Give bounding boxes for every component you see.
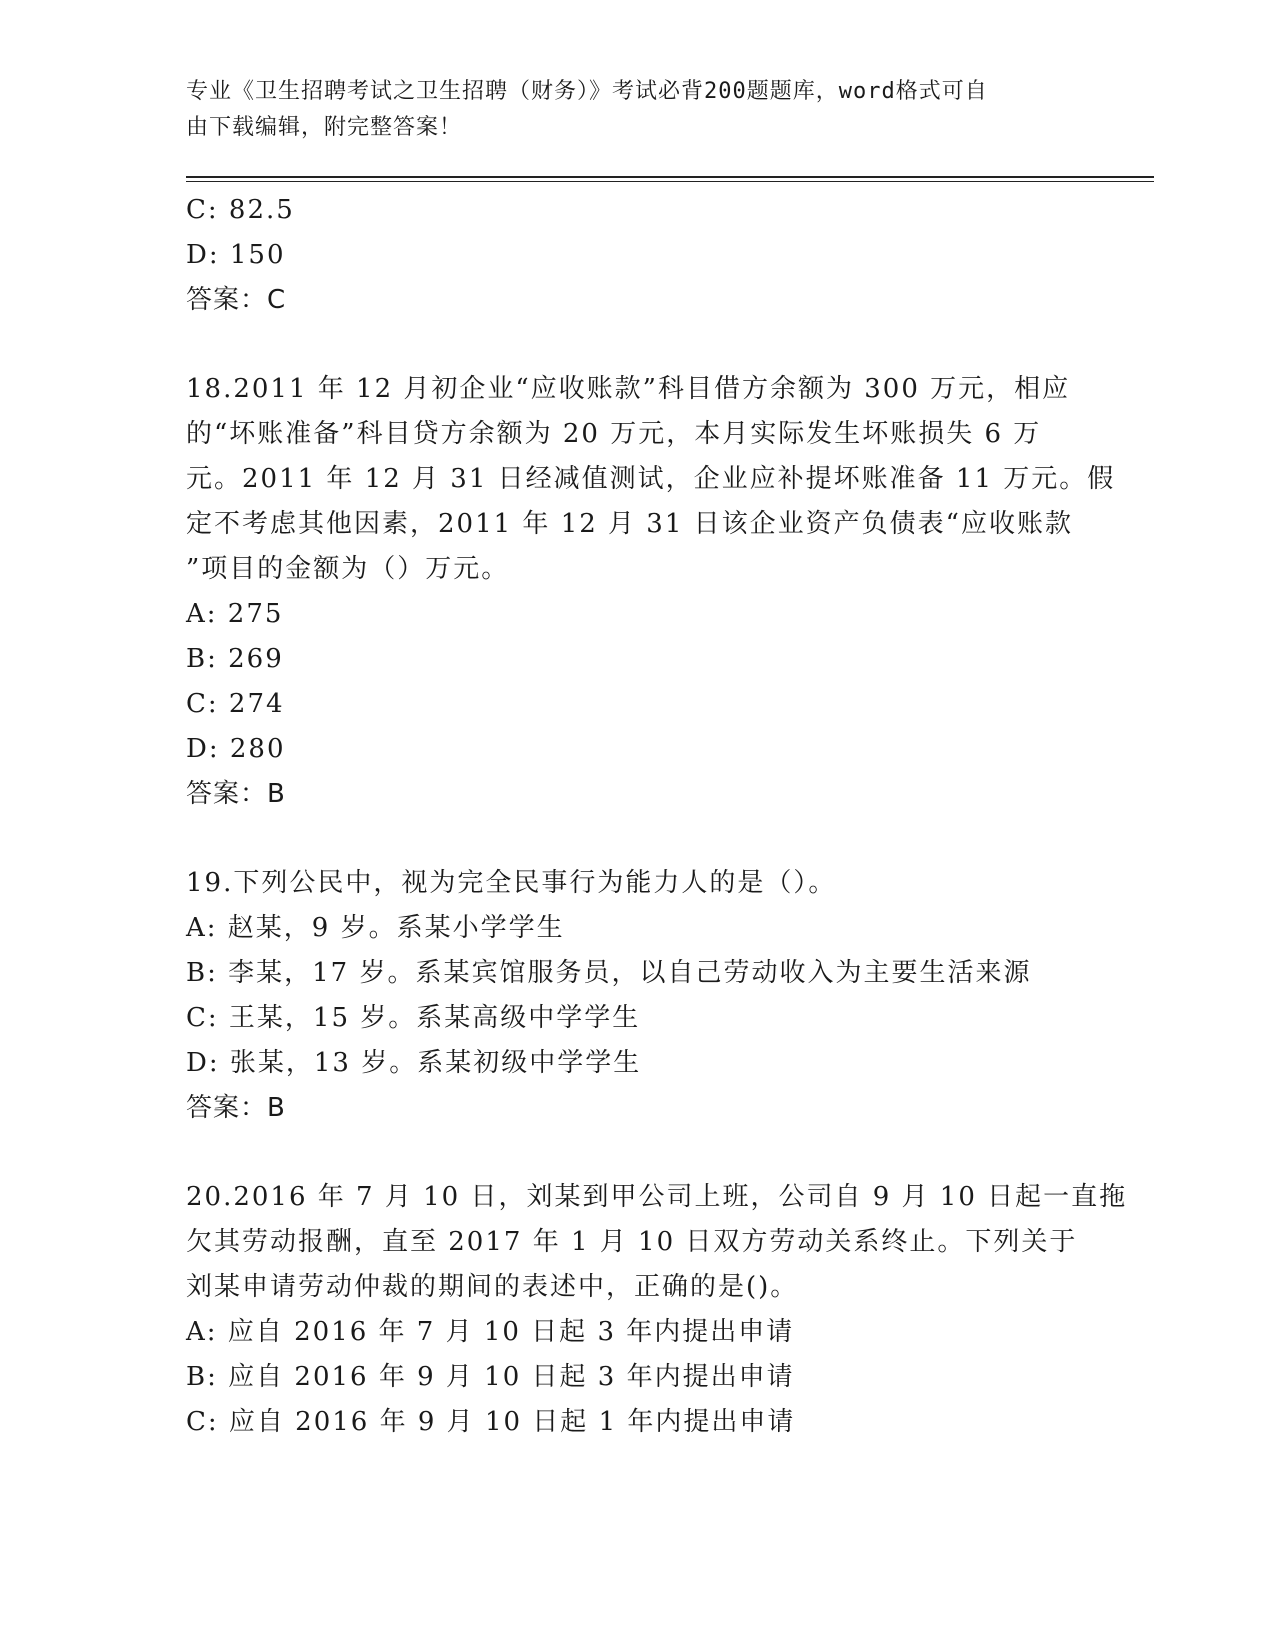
header-line-1: 专业《卫生招聘考试之卫生招聘（财务）》考试必背200题题库，word格式可自 <box>186 79 988 104</box>
answer-line: 答案：B <box>186 1093 286 1123</box>
header-divider-thick <box>186 176 1154 178</box>
option-c: C: 王某，15 岁。系某高级中学学生 <box>186 1003 641 1033</box>
option-a: A: 应自 2016 年 7 月 10 日起 3 年内提出申请 <box>186 1317 795 1347</box>
option-d: D: 张某，13 岁。系某初级中学学生 <box>186 1048 642 1078</box>
option-d: D: 280 <box>186 734 286 764</box>
header-line-2: 由下载编辑，附完整答案！ <box>186 115 463 140</box>
question-19 <box>186 861 1086 1131</box>
option-c: C: 274 <box>186 689 285 719</box>
question-18 <box>186 367 1116 817</box>
document-header <box>186 74 1086 146</box>
option-b: B: 269 <box>186 644 284 674</box>
question-text-line: 元。2011 年 12 月 31 日经减值测试，企业应补提坏账准备 11 万元。假 <box>186 464 1116 494</box>
answer-line: 答案：B <box>186 779 286 809</box>
question-text-line: 18.2011 年 12 月初企业“应收账款”科目借方余额为 300 万元，相应 <box>186 374 1071 404</box>
question-text-line: 定不考虑其他因素，2011 年 12 月 31 日该企业资产负债表“应收账款 <box>186 509 1073 539</box>
question-20 <box>186 1175 1128 1445</box>
question-17-tail <box>186 188 1086 323</box>
question-text-line: 20.2016 年 7 月 10 日，刘某到甲公司上班，公司自 9 月 10 日起一直拖 <box>186 1182 1128 1212</box>
question-text-line: ”项目的金额为（）万元。 <box>186 554 510 584</box>
question-text-line: 的“坏账准备”科目贷方余额为 20 万元，本月实际发生坏账损失 6 万 <box>186 419 1042 449</box>
question-text-line: 19.下列公民中，视为完全民事行为能力人的是（）。 <box>186 868 837 898</box>
option-b: B: 应自 2016 年 9 月 10 日起 3 年内提出申请 <box>186 1362 795 1392</box>
option-d: D: 150 <box>186 240 286 270</box>
option-a: A: 275 <box>186 599 284 629</box>
question-content <box>186 188 1128 1445</box>
answer-line: 答案：C <box>186 285 287 315</box>
question-text-line: 欠其劳动报酬，直至 2017 年 1 月 10 日双方劳动关系终止。下列关于 <box>186 1227 1078 1257</box>
option-c: C: 应自 2016 年 9 月 10 日起 1 年内提出申请 <box>186 1407 796 1437</box>
question-text-line: 刘某申请劳动仲裁的期间的表述中，正确的是()。 <box>186 1272 799 1302</box>
option-c: C: 82.5 <box>186 195 295 225</box>
option-a: A: 赵某，9 岁。系某小学学生 <box>186 913 565 943</box>
header-divider-thin <box>186 181 1154 182</box>
option-b: B: 李某，17 岁。系某宾馆服务员，以自己劳动收入为主要生活来源 <box>186 958 1032 988</box>
